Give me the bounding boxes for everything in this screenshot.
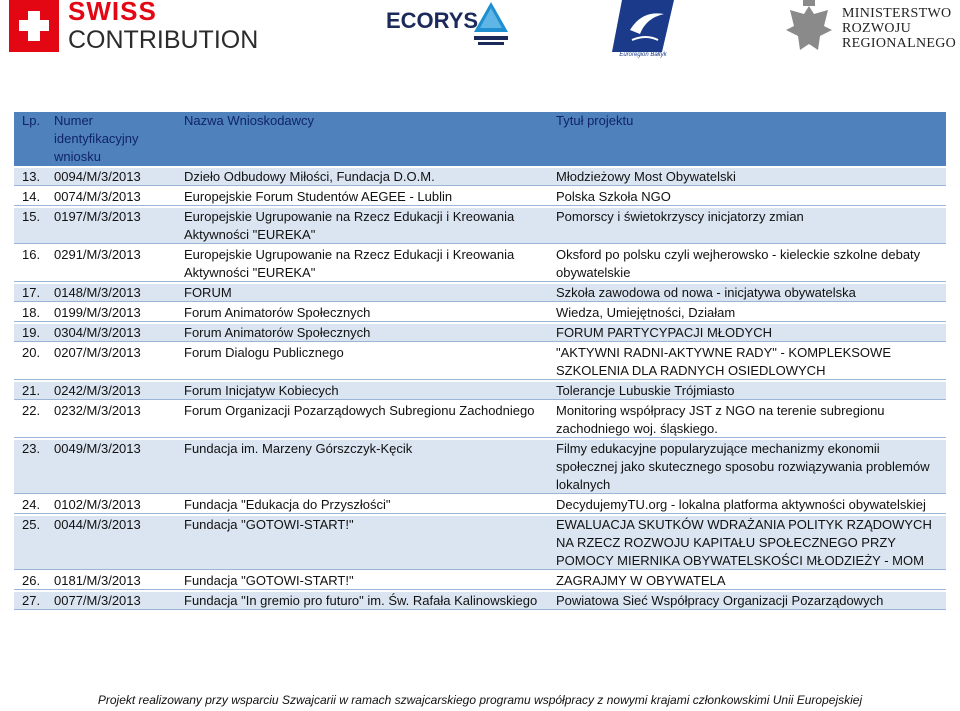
cell-applicant: Forum Organizacji Pozarządowych Subregionu Zachodniego: [184, 401, 556, 439]
cell-title: ZAGRAJMY W OBYWATELA: [556, 571, 946, 591]
table-row: [14, 187, 946, 207]
cell-number: 0207/M/3/2013: [54, 343, 184, 381]
cell-title: Wiedza, Umiejętności, Działam: [556, 303, 946, 323]
cell-number: 0148/M/3/2013: [54, 283, 184, 303]
swiss-flag-icon: [9, 0, 59, 52]
cell-title: Szkoła zawodowa od nowa - inicjatywa obywatelska: [556, 283, 946, 303]
cell-lp: 18.: [14, 303, 54, 323]
cell-applicant: Fundacja "GOTOWI-START!": [184, 571, 556, 591]
cell-lp: 14.: [14, 187, 54, 207]
table-row: [14, 167, 946, 187]
cell-lp: 15.: [14, 207, 54, 245]
swiss-logo-line1: SWISS: [68, 0, 157, 26]
cell-number: 0199/M/3/2013: [54, 303, 184, 323]
cell-title: "AKTYWNI RADNI-AKTYWNE RADY" - KOMPLEKSOWE SZKOLENIA DLA RADNYCH OSIEDLOWYCH: [556, 343, 946, 381]
cell-number: 0077/M/3/2013: [54, 591, 184, 611]
cell-number: 0181/M/3/2013: [54, 571, 184, 591]
header-title: Tytuł projektu: [556, 112, 946, 167]
cell-title: Monitoring współpracy JST z NGO na terenie subregionu zachodniego woj. śląskiego.: [556, 401, 946, 439]
table-row: [14, 343, 946, 381]
cell-applicant: Europejskie Ugrupowanie na Rzecz Edukacji i Kreowania Aktywności "EUREKA": [184, 245, 556, 283]
cell-applicant: Dzieło Odbudowy Miłości, Fundacja D.O.M.: [184, 167, 556, 187]
table-row: [14, 571, 946, 591]
table-row: [14, 401, 946, 439]
table-header-row: [14, 112, 946, 167]
cell-applicant: Forum Dialogu Publicznego: [184, 343, 556, 381]
cell-title: Polska Szkoła NGO: [556, 187, 946, 207]
cell-title: Filmy edukacyjne popularyzujące mechanizmy ekonomii społecznej jako skutecznego sposobu rozwiązywania problemów lokalnych: [556, 439, 946, 495]
header-applicant: Nazwa Wnioskodawcy: [184, 112, 556, 167]
polish-eagle-icon: [784, 0, 834, 58]
cell-title: EWALUACJA SKUTKÓW WDRAŻANIA POLITYK RZĄDOWYCH NA RZECZ ROZWOJU KAPITAŁU SPOŁECZNEGO PRZY POMOCY MIERNIKA OBYWATELSKOŚCI MŁODZIEŻY - MOM: [556, 515, 946, 571]
table-row: [14, 283, 946, 303]
cell-applicant: Fundacja "Edukacja do Przyszłości": [184, 495, 556, 515]
cell-applicant: Europejskie Forum Studentów AEGEE - Lublin: [184, 187, 556, 207]
ecorys-logo-text: ECORYS: [386, 8, 479, 33]
cell-title: Młodzieżowy Most Obywatelski: [556, 167, 946, 187]
header-number: Numer identyfikacyjny wniosku: [54, 112, 184, 167]
cell-title: Oksford po polsku czyli wejherowsko - kieleckie szkolne debaty obywatelskie: [556, 245, 946, 283]
cell-lp: 17.: [14, 283, 54, 303]
cell-number: 0291/M/3/2013: [54, 245, 184, 283]
cell-applicant: Forum Inicjatyw Kobiecych: [184, 381, 556, 401]
table-row: [14, 381, 946, 401]
euroregion-caption: Euroregion Bałtyk: [619, 52, 667, 58]
table-row: [14, 303, 946, 323]
cell-lp: 19.: [14, 323, 54, 343]
cell-number: 0102/M/3/2013: [54, 495, 184, 515]
swiss-logo-line2: CONTRIBUTION: [68, 26, 259, 54]
cell-title: Pomorscy i świetokrzyscy inicjatorzy zmian: [556, 207, 946, 245]
table-row: [14, 591, 946, 611]
cell-lp: 27.: [14, 591, 54, 611]
cell-number: 0232/M/3/2013: [54, 401, 184, 439]
table-row: [14, 439, 946, 495]
cell-applicant: Fundacja "GOTOWI-START!": [184, 515, 556, 571]
table-row: [14, 245, 946, 283]
cell-number: 0094/M/3/2013: [54, 167, 184, 187]
cell-applicant: Forum Animatorów Społecznych: [184, 303, 556, 323]
cell-title: DecydujemyTU.org - lokalna platforma aktywności obywatelskiej: [556, 495, 946, 515]
cell-lp: 26.: [14, 571, 54, 591]
cell-lp: 23.: [14, 439, 54, 495]
cell-applicant: Fundacja "In gremio pro futuro" im. Św. Rafała Kalinowskiego: [184, 591, 556, 611]
cell-lp: 25.: [14, 515, 54, 571]
cell-applicant: Forum Animatorów Społecznych: [184, 323, 556, 343]
cell-title: Powiatowa Sieć Współpracy Organizacji Pozarządowych: [556, 591, 946, 611]
cell-lp: 21.: [14, 381, 54, 401]
cell-number: 0049/M/3/2013: [54, 439, 184, 495]
projects-table: [14, 112, 946, 612]
table-row: [14, 515, 946, 571]
cell-number: 0197/M/3/2013: [54, 207, 184, 245]
cell-title: Tolerancje Lubuskie Trójmiasto: [556, 381, 946, 401]
cell-lp: 13.: [14, 167, 54, 187]
cell-number: 0044/M/3/2013: [54, 515, 184, 571]
cell-applicant: Europejskie Ugrupowanie na Rzecz Edukacji i Kreowania Aktywności "EUREKA": [184, 207, 556, 245]
ministry-line2: ROZWOJU: [842, 21, 911, 36]
footer-text: Projekt realizowany przy wsparciu Szwajcarii w ramach szwajcarskiego programu współpracy z nowymi krajami członkowskimi Unii Europejskiej: [97, 693, 863, 707]
cell-lp: 22.: [14, 401, 54, 439]
cell-lp: 16.: [14, 245, 54, 283]
cell-number: 0074/M/3/2013: [54, 187, 184, 207]
ministry-line1: MINISTERSTWO: [842, 6, 952, 21]
cell-lp: 20.: [14, 343, 54, 381]
cell-title: FORUM PARTYCYPACJI MŁODYCH: [556, 323, 946, 343]
logo-bar: [0, 0, 960, 75]
ministry-line3: REGIONALNEGO: [842, 36, 957, 51]
table-row: [14, 323, 946, 343]
cell-applicant: FORUM: [184, 283, 556, 303]
ministry-logo-text: [842, 6, 956, 51]
cell-number: 0304/M/3/2013: [54, 323, 184, 343]
cell-applicant: Fundacja im. Marzeny Górszczyk-Kęcik: [184, 439, 556, 495]
cell-lp: 24.: [14, 495, 54, 515]
cell-number: 0242/M/3/2013: [54, 381, 184, 401]
table-row: [14, 495, 946, 515]
ecorys-sail-icon: [474, 2, 508, 48]
header-lp: Lp.: [14, 112, 54, 167]
table-row: [14, 207, 946, 245]
